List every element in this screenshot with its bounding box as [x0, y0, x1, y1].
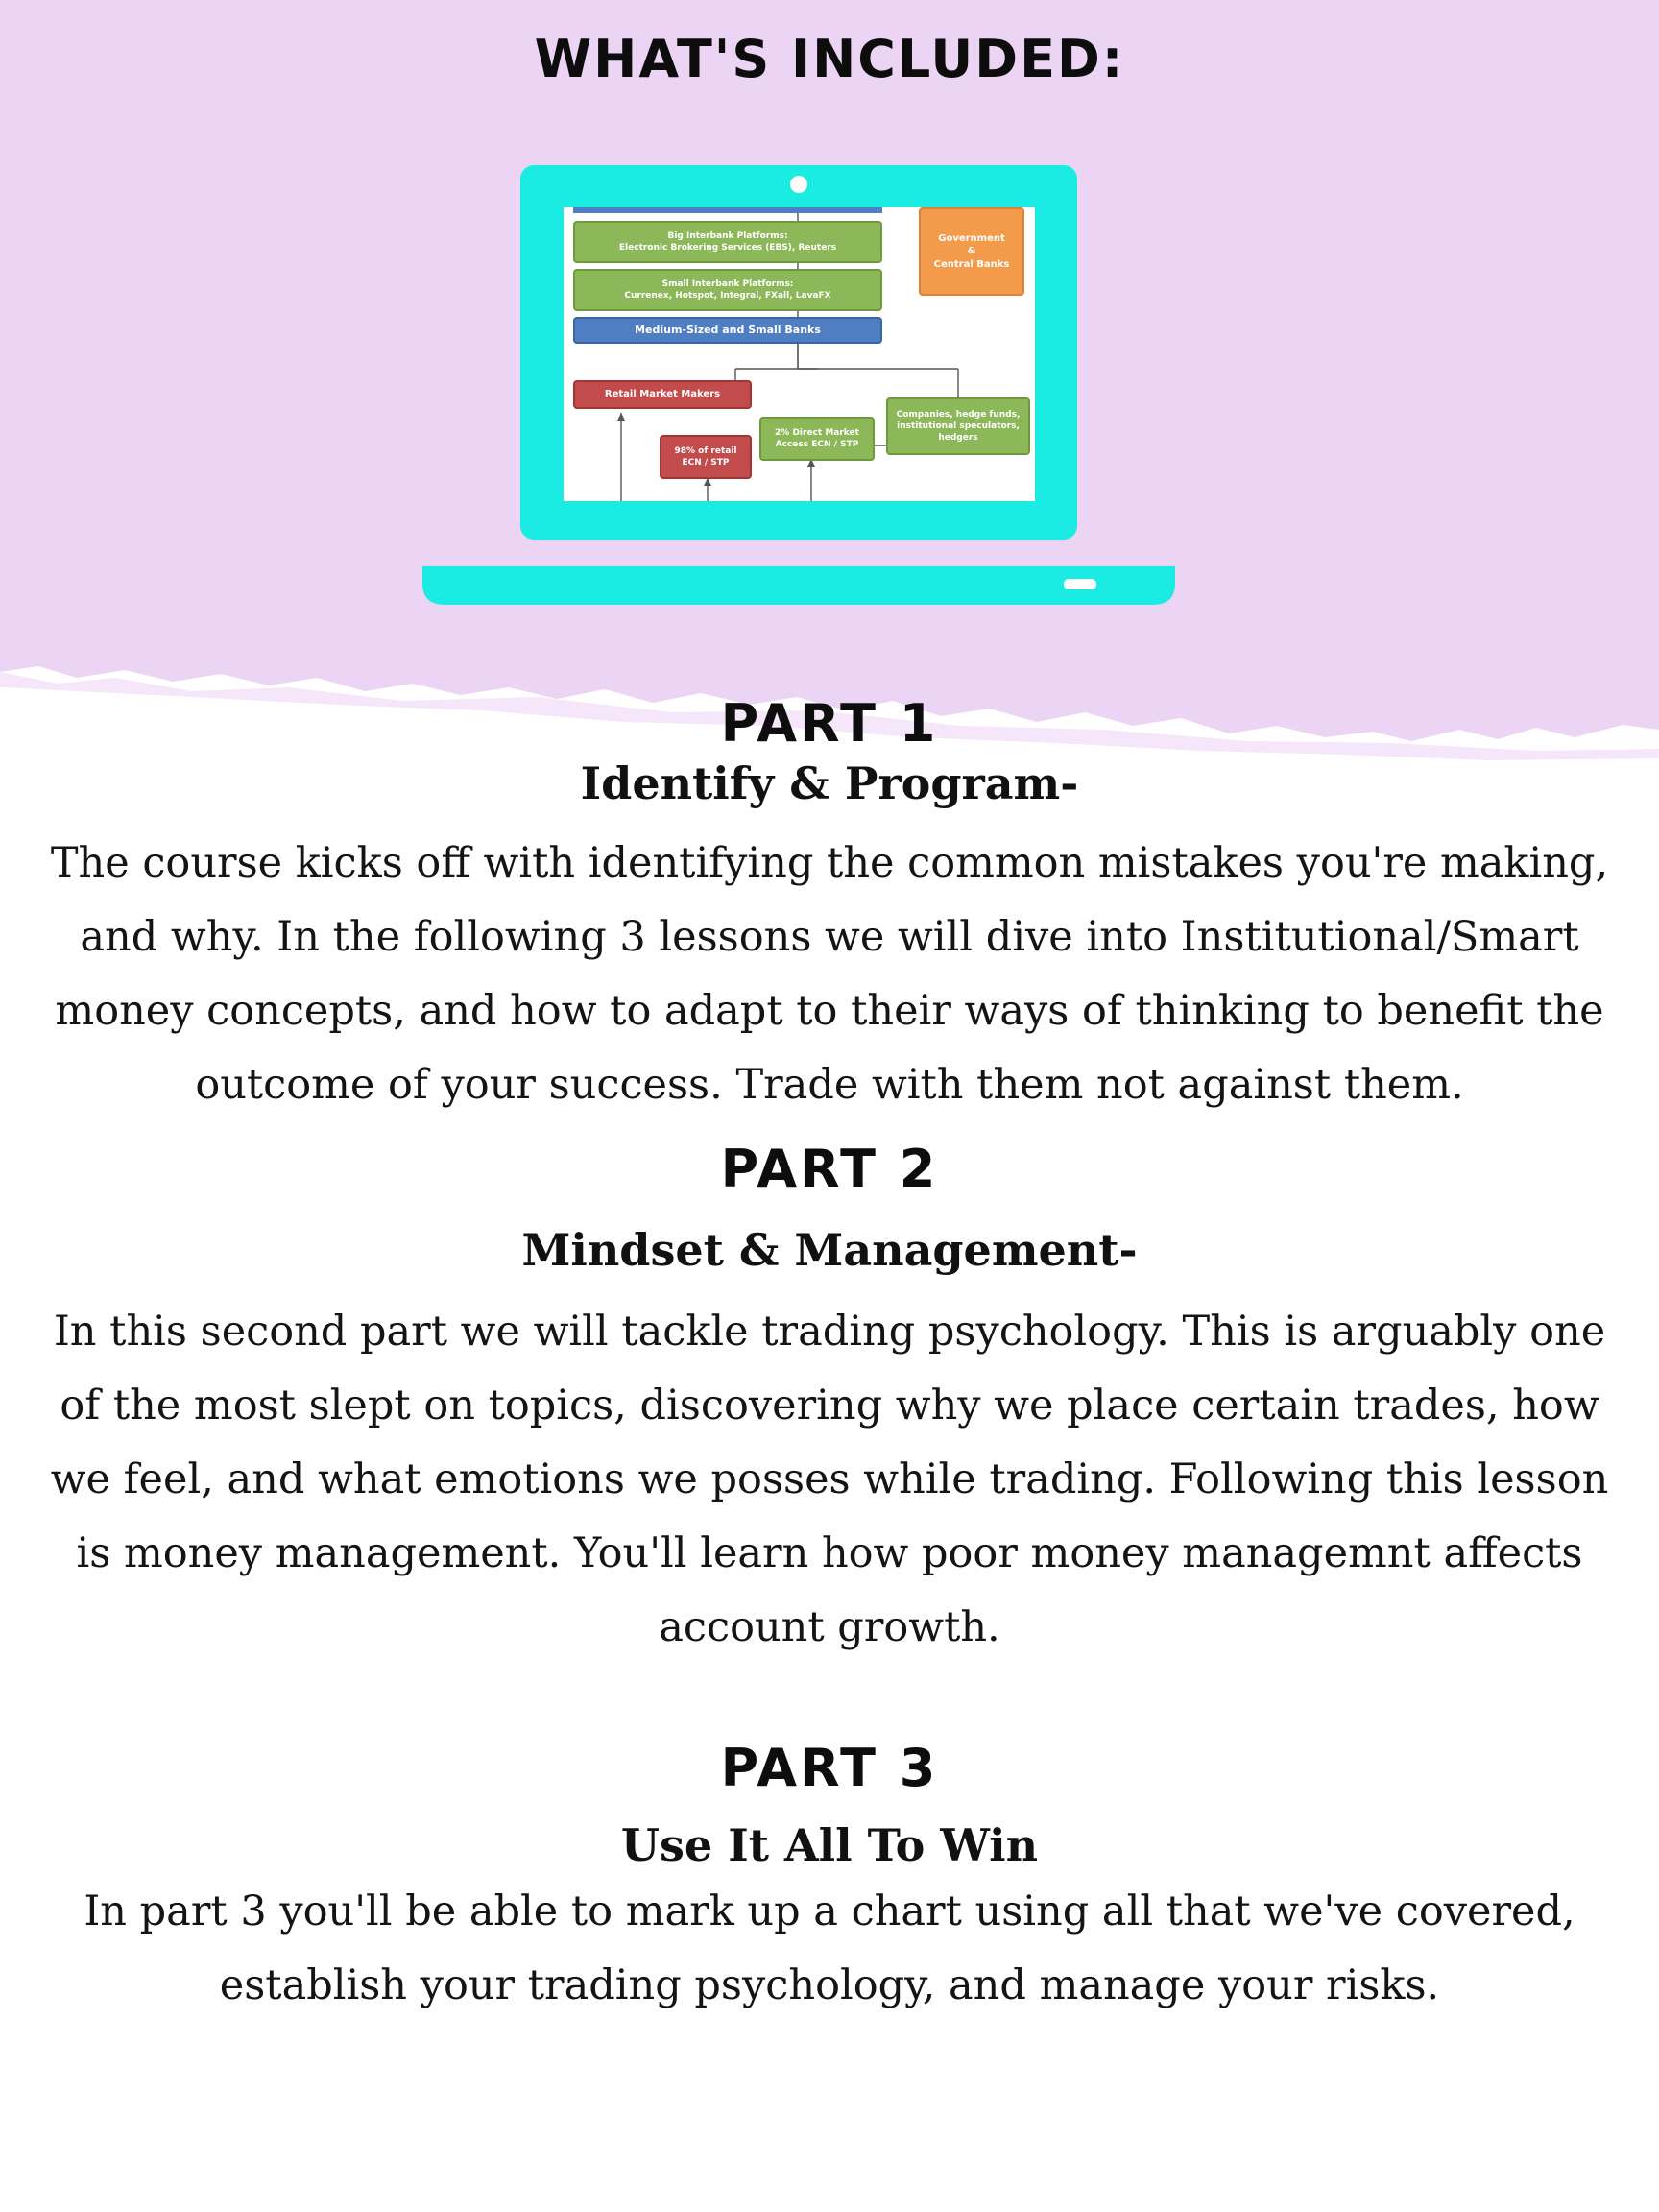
part-2-section: [0, 1139, 1659, 1665]
part-3-title: PART 3: [720, 1738, 939, 1798]
box-retail-ecn: 98% of retail ECN / STP: [660, 435, 752, 479]
laptop-trackpad-slot: [1064, 579, 1096, 589]
part-1-title: PART 1: [720, 693, 939, 754]
box-small-interbank: Small Interbank Platforms: Currenex, Hotspot, Integral, FXall, LavaFX: [573, 269, 882, 311]
box-big-interbank: Big Interbank Platforms: Electronic Brokering Services (EBS), Reuters: [573, 221, 882, 263]
part-1-line-2: and why. In the following 3 lessons we will dive into Institutional/Smart: [80, 913, 1579, 961]
part-1-line-4: outcome of your success. Trade with them not against them.: [195, 1061, 1464, 1109]
box-companies: Companies, hedge funds, institutional speculators, hedgers: [886, 397, 1030, 455]
part-2-line-2: of the most slept on topics, discovering why we place certain trades, how: [60, 1382, 1599, 1430]
part-2-line-5: account growth.: [659, 1603, 1000, 1651]
laptop-camera: [790, 176, 807, 193]
box-medium-banks: Medium-Sized and Small Banks: [573, 317, 882, 344]
part-2-line-3: we feel, and what emotions we posses while trading. Following this lesson: [50, 1455, 1609, 1503]
hero-banner: [0, 0, 1659, 768]
part-2-subtitle: Mindset & Management-: [521, 1224, 1138, 1276]
part-3-line-1: In part 3 you'll be able to mark up a chart using all that we've covered,: [84, 1887, 1575, 1936]
part-2-line-4: is money management. You'll learn how poor money managemnt affects: [76, 1529, 1583, 1577]
part-2-title: PART 2: [720, 1139, 939, 1199]
page-title: WHAT'S INCLUDED:: [534, 29, 1125, 89]
part-1-line-1: The course kicks off with identifying the common mistakes you're making,: [50, 839, 1609, 887]
box-retail-market-makers: Retail Market Makers: [573, 380, 752, 409]
part-1-section: [0, 693, 1659, 1122]
box-government: Government & Central Banks: [919, 207, 1024, 296]
box-direct-market-access: 2% Direct Market Access ECN / STP: [759, 417, 875, 461]
part-1-subtitle: Identify & Program-: [580, 757, 1079, 809]
part-3-line-2: establish your trading psychology, and manage your risks.: [219, 1961, 1440, 2009]
market-structure-diagram: [564, 207, 1035, 501]
part-2-line-1: In this second part we will tackle trading psychology. This is arguably one: [53, 1308, 1606, 1356]
part-3-subtitle: Use It All To Win: [620, 1819, 1039, 1871]
part-3-section: [0, 1738, 1659, 2023]
laptop-base: [422, 566, 1175, 605]
part-1-line-3: money concepts, and how to adapt to their ways of thinking to benefit the: [55, 987, 1604, 1035]
